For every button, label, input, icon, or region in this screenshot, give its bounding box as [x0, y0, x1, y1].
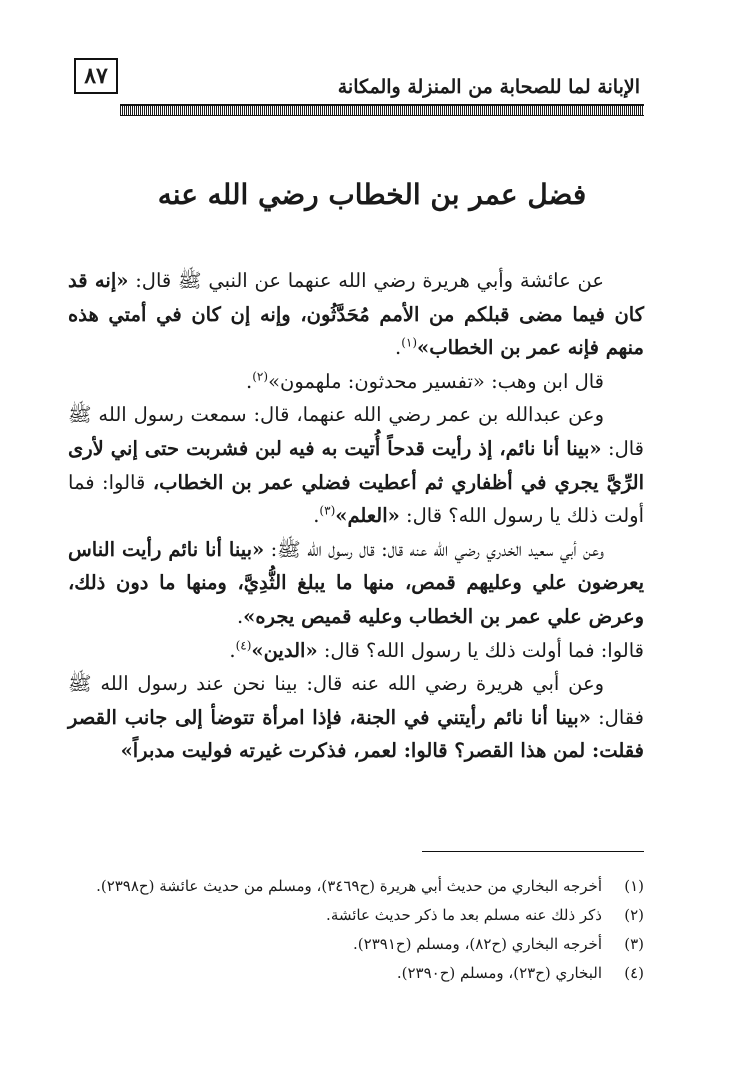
- footnote-ref-3: (٣): [319, 503, 336, 518]
- footnotes: [68, 872, 644, 988]
- paragraph-4-intro: وعن أبي سعيد الخدري رضي الله عنه قال: قال رسول الله ﷺ:: [264, 537, 604, 561]
- footnote-ref-2: (٢): [252, 369, 269, 384]
- paragraph-5-end: .: [229, 638, 236, 662]
- paragraph-1-intro: عن عائشة وأبي هريرة رضي الله عنهما عن النبي ﷺ قال:: [128, 269, 604, 292]
- paragraph-2-end: .: [246, 369, 253, 393]
- paragraph-3-quote: «بينا أنا نائم، إذ رأيت قدحاً أُتيت به فيه لبن فشربت حتى إني لأرى الرِّيَّ يجري في أظفاري ثم أعطيت فضلي عمر بن الخطاب،: [68, 436, 645, 494]
- page-number: ٨٧: [74, 58, 118, 94]
- paragraph-1: [68, 264, 644, 365]
- paragraph-3-mid: قالوا: فما أولت ذلك يا رسول الله؟ قال:: [68, 470, 644, 528]
- footnote: [68, 901, 644, 930]
- footnote-text: أخرجه البخاري من حديث أبي هريرة (ح٣٤٦٩)، ومسلم من حديث عائشة (ح٢٣٩٨).: [96, 877, 602, 895]
- paragraph-5-intro: قالوا: فما أولت ذلك يا رسول الله؟ قال:: [317, 638, 644, 662]
- paragraph-4: [68, 533, 644, 634]
- header-rule: [120, 104, 644, 116]
- footnote-number: (٤): [624, 964, 644, 982]
- footnote-number: (١): [624, 877, 644, 895]
- paragraph-3: [68, 398, 644, 532]
- paragraph-3-end: .: [313, 504, 320, 528]
- paragraph-4-end: .: [236, 604, 244, 628]
- paragraph-5-answer: «الدين»: [251, 638, 318, 662]
- paragraph-5: [68, 634, 644, 668]
- section-heading: فضل عمر بن الخطاب رضي الله عنه: [157, 178, 587, 211]
- running-title: الإبانة لما للصحابة من المنزلة والمكانة: [337, 76, 640, 98]
- paragraph-1-end: .: [395, 336, 402, 360]
- footnote-number: (٢): [624, 906, 644, 924]
- paragraph-6-quote: «بينا أنا نائم رأيتني في الجنة، فإذا امرأة تتوضأ إلى جانب القصر فقلت: لمن هذا القصر؟ قالوا: لعمر، فذكرت غيرته فوليت مدبراً»: [68, 705, 644, 763]
- footnote: [68, 930, 644, 959]
- footnote-text: البخاري (ح٢٣)، ومسلم (ح٢٣٩٠).: [396, 964, 602, 982]
- paragraph-6-intro: وعن أبي هريرة رضي الله عنه قال: بينا نحن عند رسول الله ﷺ فقال:: [68, 672, 644, 729]
- paragraph-6: [68, 667, 644, 768]
- footnote-text: أخرجه البخاري (ح٨٢)، ومسلم (ح٢٣٩١).: [353, 935, 602, 953]
- body-text: [68, 264, 644, 768]
- footnote: [68, 959, 644, 988]
- footnote-number: (٣): [624, 935, 644, 953]
- paragraph-1-quote: «إنه قد كان فيما مضى قبلكم من الأمم مُحَدَّثُون، وإنه إن كان في أمتي هذه منهم فإنه عمر بن الخطاب»: [68, 269, 644, 360]
- paragraph-3-answer: «العلم»: [335, 504, 400, 528]
- paragraph-3-intro: وعن عبدالله بن عمر رضي الله عنهما، قال: سمعت رسول الله ﷺ قال:: [68, 403, 644, 460]
- footnote: [68, 872, 644, 901]
- paragraph-2: [68, 365, 644, 399]
- footnote-divider: [422, 851, 644, 852]
- paragraph-4-quote: «بينا أنا نائم رأيت الناس يعرضون علي وعليهم قمص، منها ما يبلغ الثُّدِيَّ، ومنها ما دون ذلك، وعرض علي عمر بن الخطاب وعليه قميص يجره»: [68, 537, 644, 628]
- paragraph-2-text: قال ابن وهب: «تفسير محدثون: ملهمون»: [268, 369, 604, 393]
- footnote-ref-4: (٤): [235, 638, 252, 653]
- footnote-ref-1: (١): [401, 335, 418, 350]
- footnote-text: ذكر ذلك عنه مسلم بعد ما ذكر حديث عائشة.: [326, 906, 602, 924]
